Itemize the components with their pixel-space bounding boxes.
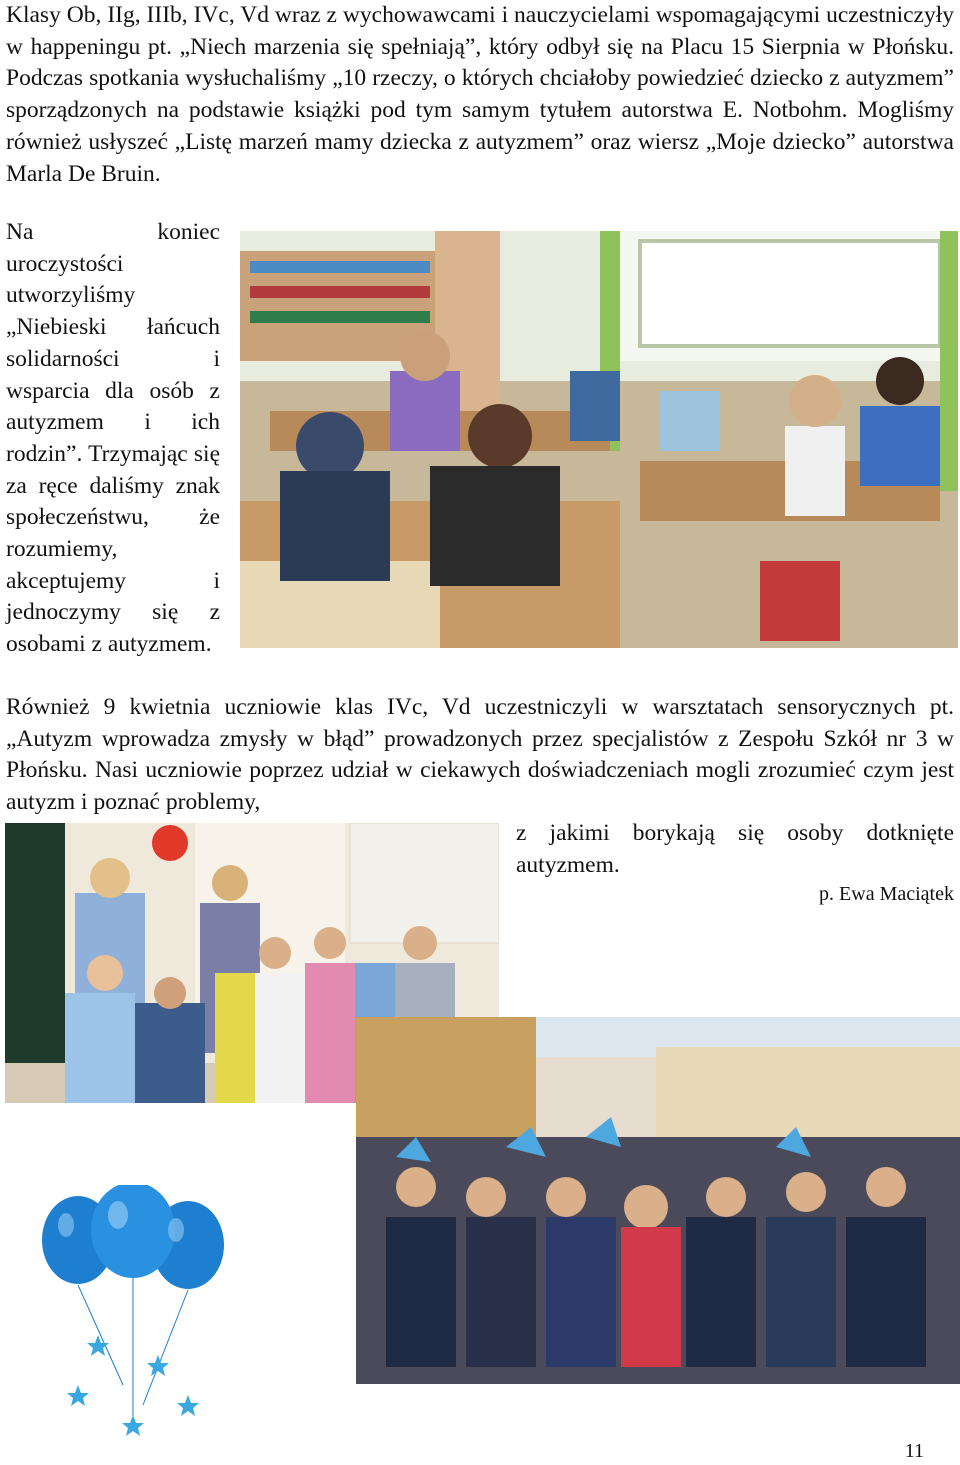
author-signature: p. Ewa Maciątek [819,883,954,905]
workshop-paragraph-tail: z jakimi borykają się osoby dotknięte autyzmem. [516,820,954,878]
workshop-paragraph: Również 9 kwietnia uczniowie klas IVc, Vd uczestniczyli w warsztatach sensorycznych pt. „Autyzm wprowadza zmysły w błąd” prowadzonych przez specjalistów z Zespołu Szkół nr 3 w Płońsku. Nasi uczniowie poprzez udział w ciekawych doświadczeniach mogli zrozumieć czym jest autyzm i poznać problemy, [6,694,954,816]
page-number: 11 [904,1440,924,1462]
intro-paragraph: Klasy Ob, IIg, IIIb, IVc, Vd wraz z wychowawcami i nauczycielami wspomagającymi uczestniczyły w happeningu pt. „Niech marzenia się spełniają”, który odbył się na Placu 15 Sierpnia w Płońsku. Podczas spotkania wysłuchaliśmy „10 rzeczy, o których chciałoby powiedzieć dziecko z autyzmem” sporządzonych na podstawie książki pod tym samym tytułem autorstwa E. Notbohm. Mogliśmy również usłyszeć „Listę marzeń mamy dziecka z autyzmem” oraz wiersz „Moje dziecko” autorstwa Marla De Bruin. [6,2,954,187]
blue-balloons-image [38,1185,228,1455]
classroom-photo [240,231,958,648]
outdoor-happening-photo [356,1017,960,1384]
side-paragraph: Na koniec uroczystości utworzyliśmy „Niebieski łańcuch solidarności i wsparcia dla osób z autyzmem i ich rodzin”. Trzymając się za ręce daliśmy znak społeczeństwu, że rozumiemy, akceptujemy i jednoczymy się z osobami z autyzmem. [6,219,220,658]
